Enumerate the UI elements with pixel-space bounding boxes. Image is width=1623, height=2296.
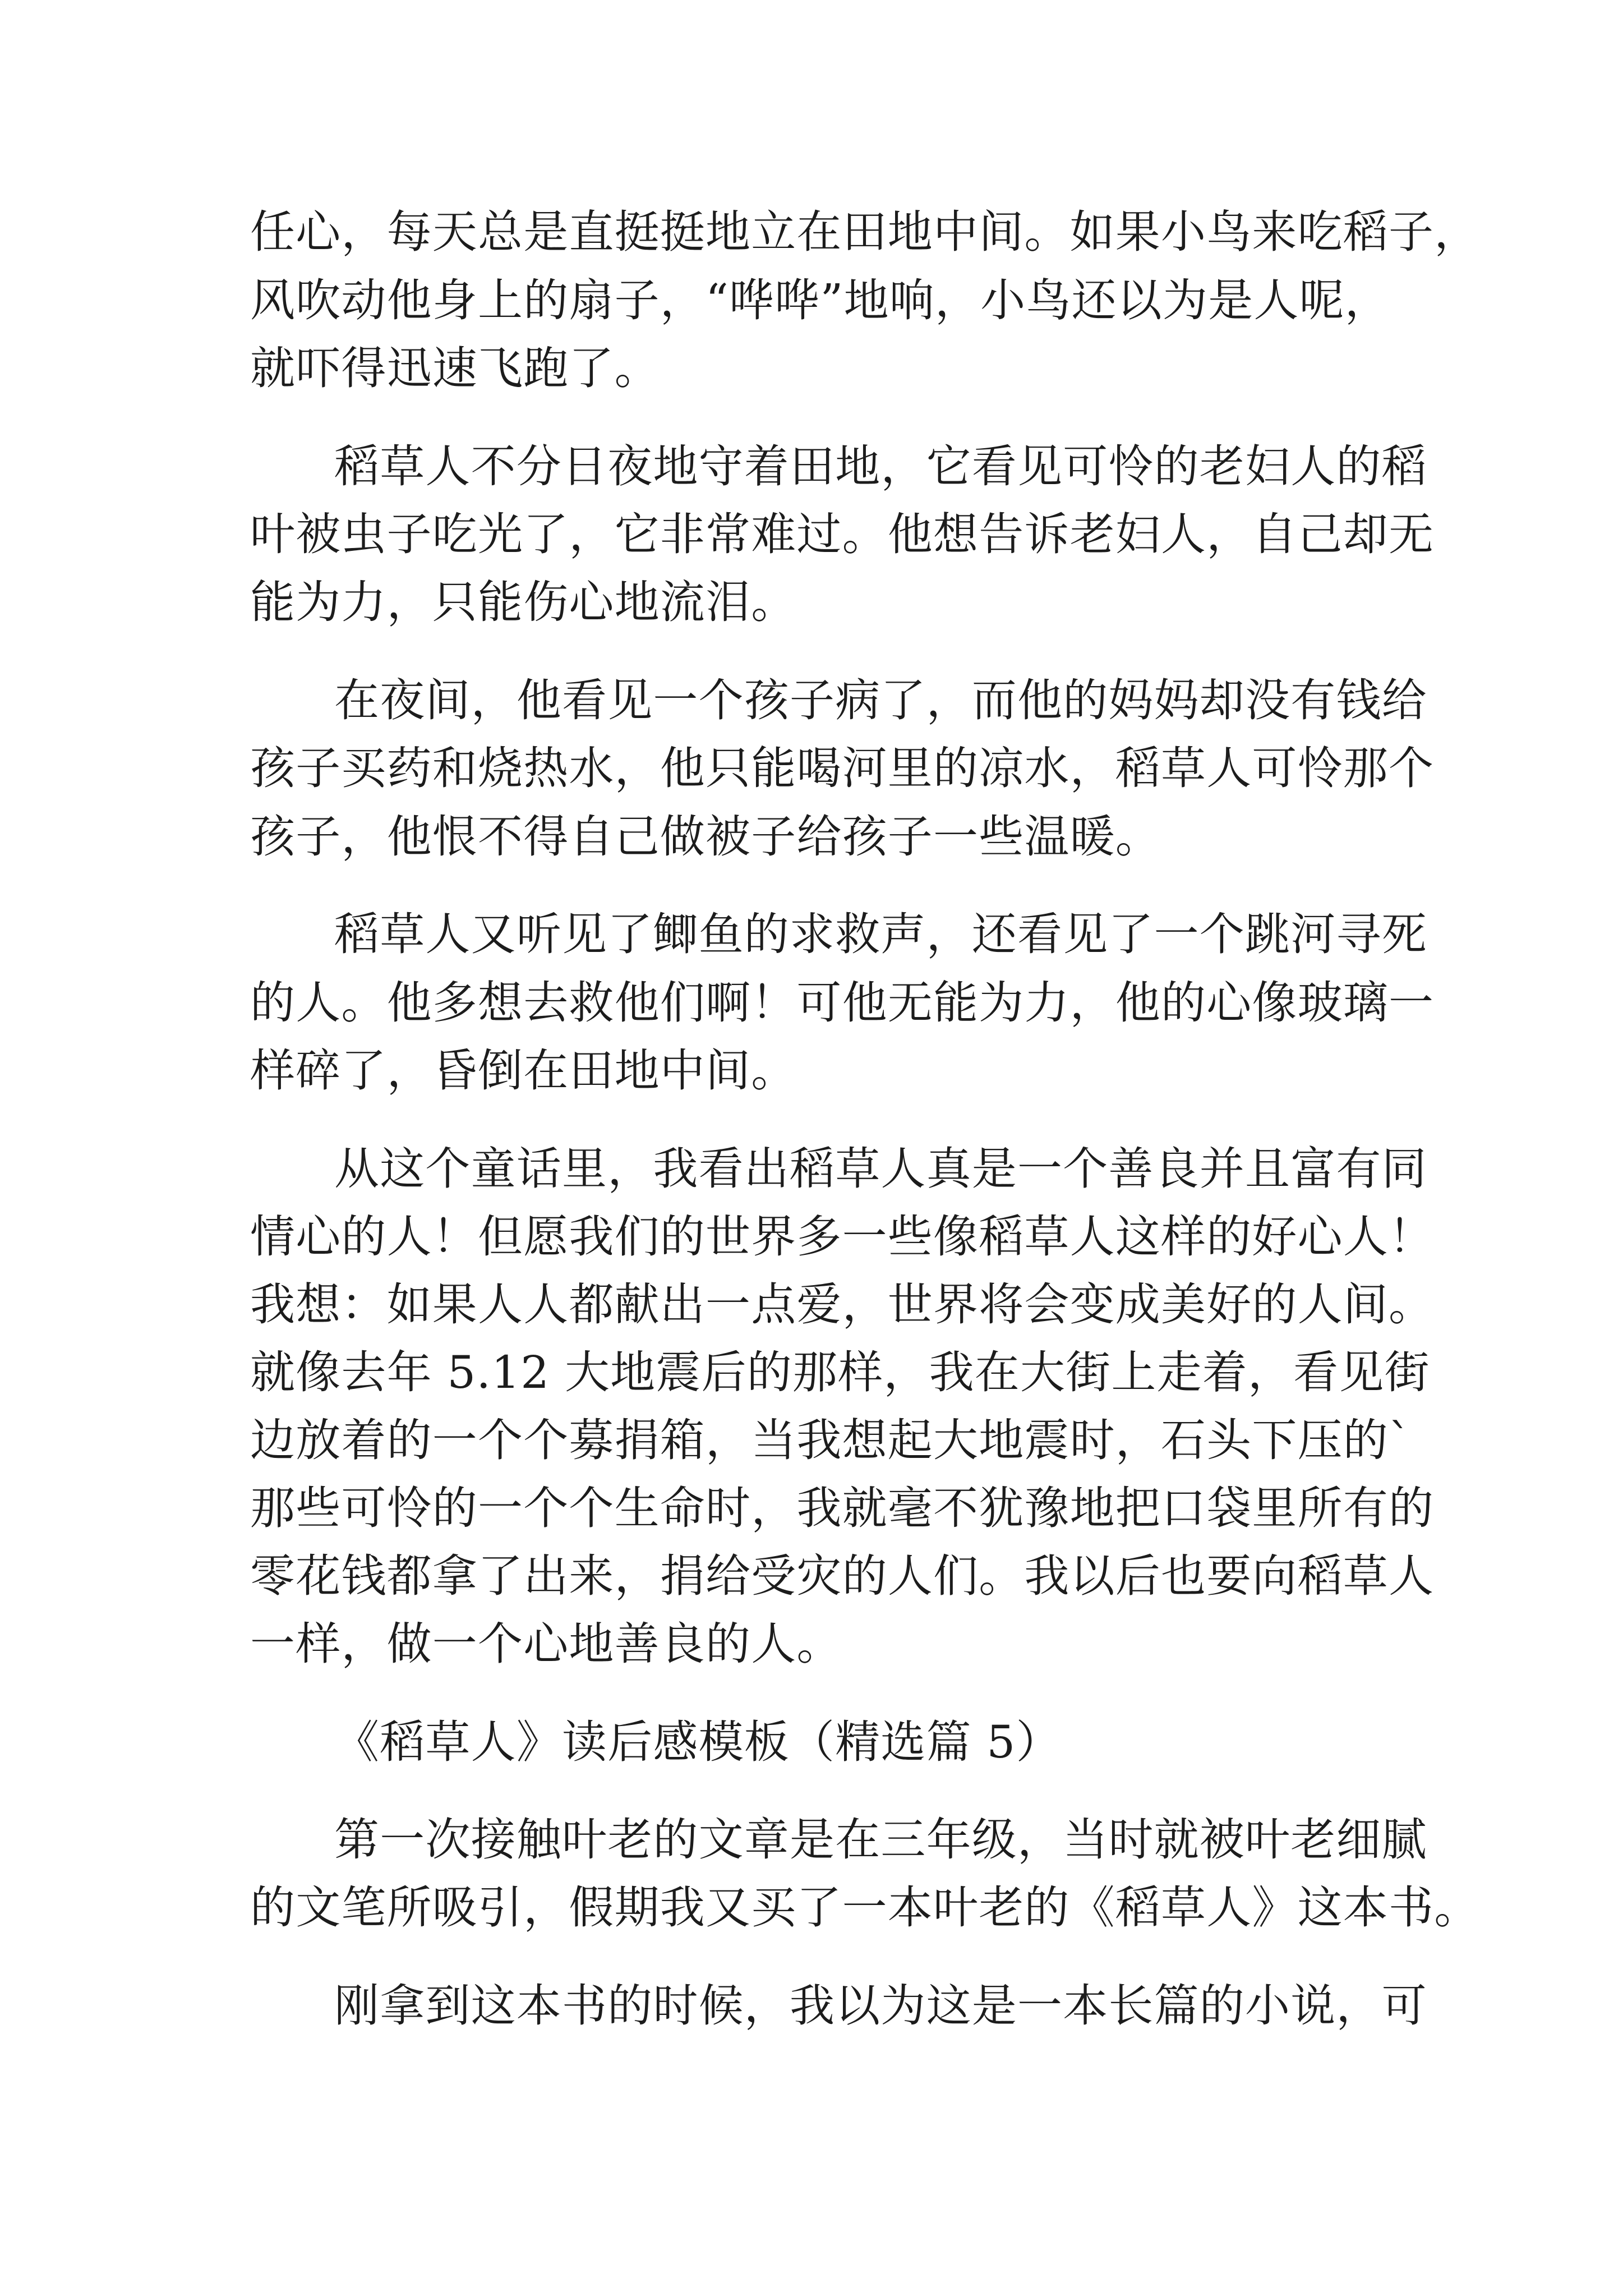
text-line: 任心，每天总是直挺挺地立在田地中间。如果小鸟来吃稻子， — [250, 206, 1480, 258]
paragraph-first-line: 稻草人又听见了鲫鱼的求救声，还看见了一个跳河寻死 — [334, 908, 1427, 960]
text-line: 就吓得迅速飞跑了。 — [250, 342, 660, 394]
text-line: 叶被虫子吃光了，它非常难过。他想告诉老妇人，自己却无 — [250, 508, 1435, 560]
text-line: 样碎了，昏倒在田地中间。 — [250, 1045, 797, 1097]
text-line: 那些可怜的一个个生命时，我就毫不犹豫地把口袋里所有的 — [250, 1482, 1435, 1534]
paragraph-first-line: 刚拿到这本书的时候，我以为这是一本长篇的小说，可 — [334, 1980, 1427, 2032]
text-line: 的文笔所吸引，假期我又买了一本叶老的《稻草人》这本书。 — [250, 1881, 1480, 1934]
text-line: 情心的人！但愿我们的世界多一些像稻草人这样的好心人！ — [250, 1211, 1435, 1263]
paragraph-first-line: 稻草人不分日夜地守着田地，它看见可怜的老妇人的稻 — [334, 440, 1427, 493]
text-line: 能为力，只能伤心地流泪。 — [250, 576, 797, 628]
text-line: 零花钱都拿了出来，捐给受灾的人们。我以后也要向稻草人 — [250, 1550, 1435, 1602]
text-line: 边放着的一个个募捐箱，当我想起大地震时，石头下压的` — [250, 1414, 1412, 1466]
paragraph-first-line: 在夜间，他看见一个孩子病了，而他的妈妈却没有钱给 — [334, 674, 1427, 726]
text-line: 就像去年 5.12 大地震后的那样，我在大街上走着，看见街 — [250, 1346, 1430, 1398]
text-line: 一样，做一个心地善良的人。 — [250, 1618, 842, 1670]
text-line: 孩子，他恨不得自己做被子给孩子一些温暖。 — [250, 811, 1161, 863]
paragraph-first-line: 第一次接触叶老的文章是在三年级，当时就被叶老细腻 — [334, 1814, 1427, 1866]
text-line: 我想：如果人人都献出一点爱，世界将会变成美好的人间。 — [250, 1278, 1435, 1331]
section-heading: 《稻草人》读后感模板（精选篇 5） — [334, 1716, 1062, 1768]
text-line: 的人。他多想去救他们啊！可他无能为力，他的心像玻璃一 — [250, 977, 1435, 1029]
text-line: 孩子买药和烧热水，他只能喝河里的凉水，稻草人可怜那个 — [250, 742, 1435, 794]
text-line: 风吹动他身上的扇子，“哗哗”地响，小鸟还以为是人呢， — [250, 274, 1390, 326]
paragraph-first-line: 从这个童话里，我看出稻草人真是一个善良并且富有同 — [334, 1143, 1427, 1195]
